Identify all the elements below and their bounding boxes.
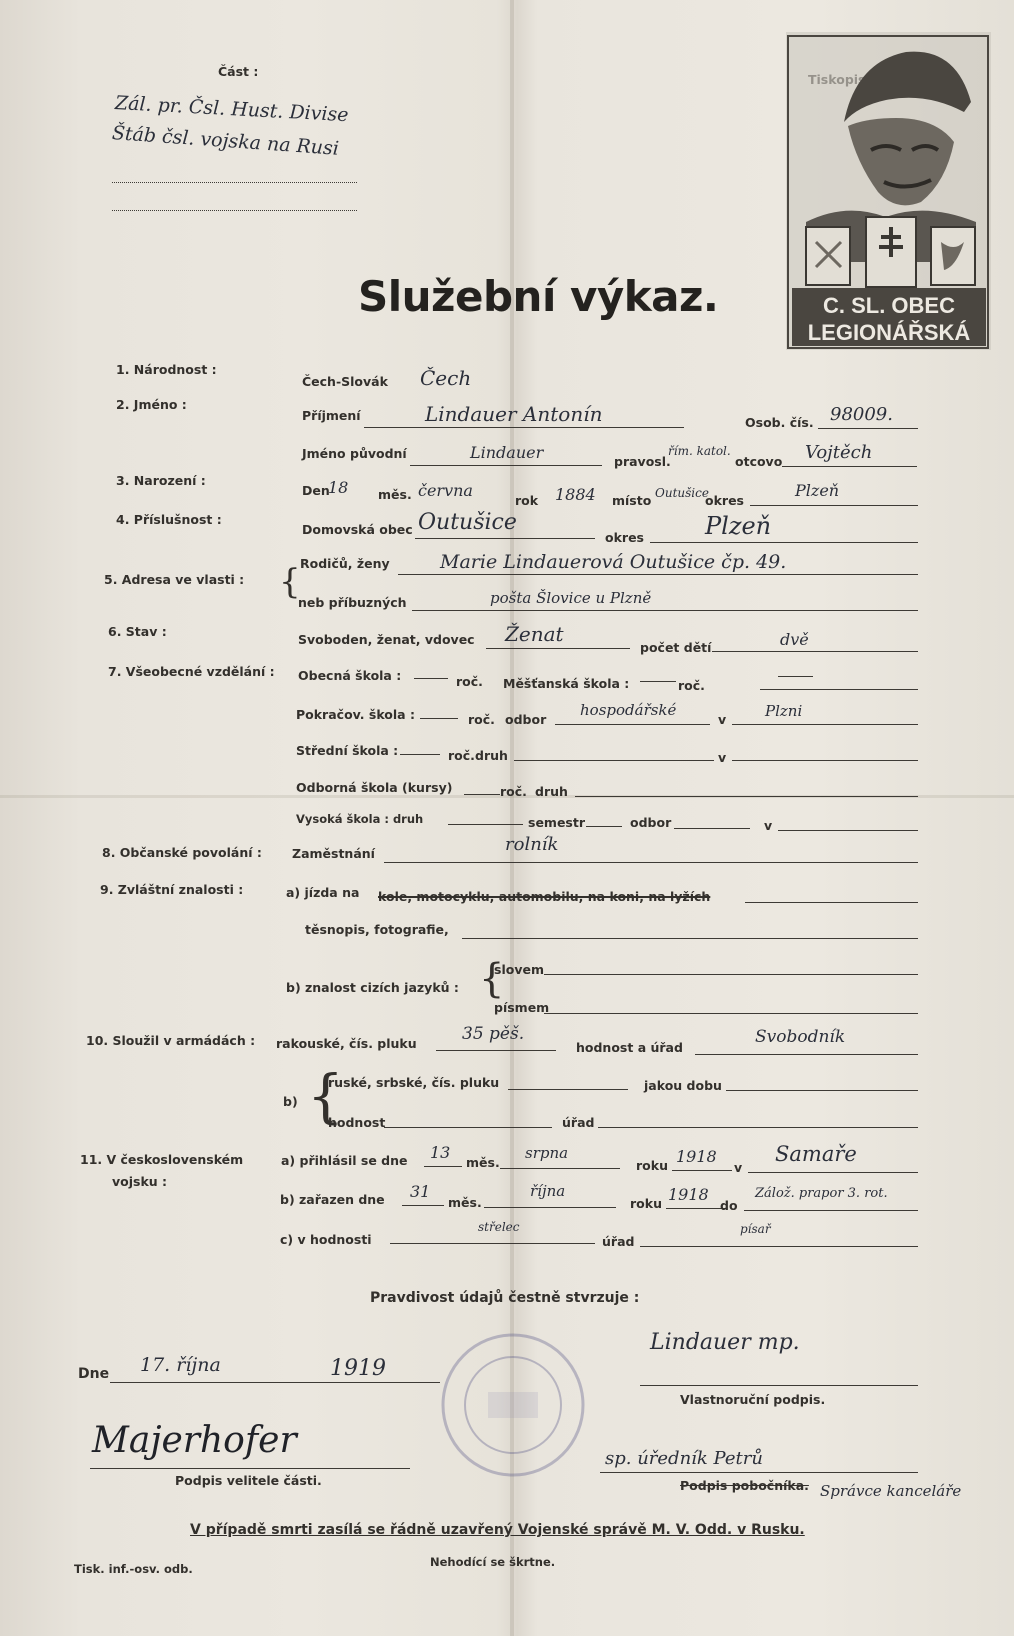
podpis-velitele-label: Podpis velitele části.: [175, 1473, 322, 1488]
znalost-jazyku-label: b) znalost cizích jazyků :: [286, 980, 459, 995]
slovem-line: [544, 974, 918, 975]
section-11-label: 11. V československém: [80, 1152, 244, 1167]
jmeno-puvodni-label: Jméno původní: [302, 446, 407, 461]
roc-label-4: roč.: [448, 748, 475, 763]
pocet-deti-value: dvě: [780, 630, 809, 649]
hodnost-urad-value: Svobodník: [755, 1027, 846, 1047]
v-label-3: v: [764, 818, 773, 833]
pokracov-skola-label: Pokračov. škola :: [296, 707, 415, 722]
stav-options-label: Svoboden, ženat, vdovec: [298, 632, 475, 647]
rodicu-label: Rodičů, ženy: [300, 556, 390, 571]
vzdelani-extra-line: [760, 689, 918, 690]
zarazen-do-line: [744, 1210, 918, 1211]
okres2-value: Plzeň: [705, 512, 772, 540]
pokracov-v-line: [732, 724, 918, 725]
den-label: Den: [302, 483, 330, 498]
zarazen-label: b) zařazen dne: [280, 1192, 385, 1207]
b-label: b): [283, 1094, 298, 1109]
domovska-obec-label: Domovská obec: [302, 522, 413, 537]
cislo-pluku-value: 35 pěš.: [462, 1024, 525, 1044]
jizda-line: [745, 902, 918, 903]
hodnost-urad-line: [695, 1054, 918, 1055]
mes-label: měs.: [378, 487, 412, 502]
section-4-label: 4. Příslušnost :: [116, 512, 222, 527]
prihlasil-dne-value: 13: [430, 1143, 451, 1162]
stredni-druh-line: [514, 760, 714, 761]
cast-line-2: Štáb čsl. vojska na Rusi: [111, 122, 340, 160]
podpis-velitele-line: [90, 1468, 410, 1469]
jakou-dobu-line: [726, 1090, 918, 1091]
tesnopis-label: těsnopis, fotografie,: [305, 922, 449, 937]
section-8-label: 8. Občanské povolání :: [102, 845, 262, 860]
v-label-2: v: [718, 750, 727, 765]
hodnost-line: [384, 1127, 552, 1128]
jakou-dobu-label: jakou dobu: [644, 1078, 722, 1093]
prihlasil-v-line: [748, 1172, 918, 1173]
adresa-brace: {: [279, 562, 301, 602]
odborna-skola-label: Odborná škola (kursy): [296, 780, 453, 795]
jmeno-puvodni-value: Lindauer: [470, 443, 544, 462]
ruske-pluk-line: [508, 1089, 628, 1090]
osob-cis-label: Osob. čís.: [745, 415, 814, 430]
rodicu-value: Marie Lindauerová Outušice čp. 49.: [440, 551, 787, 573]
v-label-1: v: [718, 712, 727, 727]
okres-line: [750, 505, 918, 506]
mesic-value: června: [418, 481, 473, 500]
den-value: 18: [328, 478, 349, 497]
hodnost-a-urad-label: hodnost a úřad: [576, 1040, 683, 1055]
roku-label-1: roku: [636, 1158, 668, 1173]
odborna-druh-line: [575, 796, 918, 797]
vlastnorucni-podpis-label: Vlastnoruční podpis.: [680, 1392, 826, 1407]
tisk-note: Tisk. inf.-osv. odb.: [74, 1562, 193, 1576]
pobocnik-line: [600, 1472, 918, 1473]
prihlasil-dne-line: [424, 1166, 462, 1167]
round-stamp: [438, 1330, 588, 1480]
armady-b-brace: {: [307, 1062, 344, 1130]
mestanska-skola-label: Měšťanská škola :: [503, 676, 630, 691]
vlastni-podpis-line: [640, 1385, 918, 1386]
otcovo-value: Vojtěch: [805, 442, 873, 463]
rodicu-line: [398, 574, 918, 575]
section-1-label: 1. Národnost :: [116, 362, 217, 377]
section-7-label: 7. Všeobecné vzdělání :: [108, 664, 275, 679]
urad-line: [598, 1127, 918, 1128]
vysoka-odbor-line: [674, 828, 750, 829]
okres2-line: [650, 542, 918, 543]
jizda-options-struck: kole, motocyklu, automobilu, na koni, na lyžích: [378, 889, 711, 904]
section-2-label: 2. Jméno :: [116, 397, 187, 412]
pribuznych-line: [412, 610, 918, 611]
section-5-label: 5. Adresa ve vlasti :: [104, 572, 245, 587]
urad2-label: úřad: [602, 1234, 635, 1249]
zamestnani-line: [384, 862, 918, 863]
emblem-line-1: C. SL. OBEC: [822, 293, 956, 318]
jizda-na-label: a) jízda na: [286, 885, 360, 900]
urad-label: úřad: [562, 1115, 595, 1130]
podpis-pobocnika-label: Podpis pobočníka.: [680, 1478, 809, 1493]
zarazen-dne-value: 31: [410, 1182, 431, 1201]
mestanska-skola-line: [640, 681, 676, 682]
okres-value: Plzeň: [795, 481, 840, 500]
pokracov-odbor-line: [555, 724, 710, 725]
v-hodnosti-label: c) v hodnosti: [280, 1232, 372, 1247]
zarazen-dne-line: [402, 1205, 444, 1206]
obecna-skola-label: Obecná škola :: [298, 668, 402, 683]
podpis-velitele-value: Majerhofer: [92, 1420, 297, 1461]
jazyky-brace: {: [479, 956, 505, 1002]
dne-datum-value: 17. října: [140, 1354, 221, 1376]
podpis-vlastni-value: Lindauer mp.: [650, 1330, 800, 1355]
okres-label: okres: [705, 493, 744, 508]
obecna-skola-line: [414, 678, 448, 679]
semestr-line: [586, 826, 622, 827]
prihlasil-mes-line: [500, 1168, 620, 1169]
semestr-label: semestr: [528, 815, 586, 830]
pribuznych-value: pošta Šlovice u Plzně: [490, 589, 652, 607]
v-label-4: v: [734, 1160, 743, 1175]
stredni-skola-line: [400, 754, 440, 755]
section-6-label: 6. Stav :: [108, 624, 167, 639]
zarazen-do-value: Zálož. prapor 3. rot.: [755, 1186, 888, 1201]
druh-label-2: druh: [535, 784, 568, 799]
do-label: do: [720, 1198, 738, 1213]
urad-c-value: písař: [740, 1222, 771, 1236]
roc-label-2: roč.: [678, 678, 705, 693]
rakouske-label: rakouské, čís. pluku: [276, 1036, 417, 1051]
dne-rok-value: 1919: [330, 1356, 386, 1381]
odbor2-label: odbor: [630, 815, 672, 830]
zamestnani-label: Zaměstnání: [292, 846, 375, 861]
stav-line: [486, 648, 630, 649]
cast-line-1: Zál. pr. Čsl. Hust. Divise: [114, 92, 350, 127]
slovem-label: slovem: [494, 962, 544, 977]
domovska-obec-value: Outušice: [418, 510, 517, 535]
dne-line: [110, 1382, 440, 1383]
osob-cis-value: 98009.: [830, 404, 893, 425]
odbor-label: odbor: [505, 712, 547, 727]
nabozenstvi-value: řím. katol.: [668, 444, 731, 458]
narodnost-value: Čech: [420, 366, 472, 390]
cast-label: Část :: [218, 64, 259, 79]
v-hodnosti-line: [390, 1243, 595, 1244]
pocet-deti-label: počet dětí: [640, 640, 712, 655]
prihlasil-mes-value: srpna: [525, 1144, 569, 1162]
pocet-deti-line: [712, 651, 918, 652]
spravce-value: Správce kanceláře: [820, 1482, 962, 1500]
misto-label: místo: [612, 493, 652, 508]
otcovo-line: [782, 466, 917, 467]
urad-c-line: [640, 1246, 918, 1247]
pribuznych-label: neb příbuzných: [298, 595, 407, 610]
roc-label-5: roč.: [500, 784, 527, 799]
rakouske-pluk-line: [436, 1050, 556, 1051]
vysoka-v-line: [778, 830, 918, 831]
prihlasil-label: a) přihlásil se dne: [281, 1153, 408, 1168]
zarazen-mes-line: [484, 1207, 616, 1208]
cech-slovak-label: Čech-Slovák: [302, 374, 388, 389]
section-10-label: 10. Sloužil v armádách :: [86, 1033, 256, 1048]
pokracov-skola-line: [420, 718, 458, 719]
zarazen-roku-value: 1918: [668, 1185, 709, 1204]
jmeno-puvodni-line: [410, 465, 602, 466]
stav-value: Ženat: [505, 622, 564, 646]
emblem-line-2: LEGIONÁŘSKÁ: [807, 320, 971, 345]
pokracov-v-value: Plzni: [765, 702, 803, 720]
druh-label-1: druh: [475, 748, 508, 763]
vysoka-skola-label: Vysoká škola : druh: [296, 812, 424, 826]
misto-value: Outušice: [655, 486, 709, 500]
section-3-label: 3. Narození :: [116, 473, 206, 488]
v-pripade-smrti-note: V případě smrti zasílá se řádně uzavřený Vojenské správě M. V. Odd. v Rusku.: [190, 1522, 805, 1538]
pravdivost-label: Pravdivost údajů čestně stvrzuje :: [370, 1290, 640, 1306]
cast-blank-line: [112, 182, 357, 183]
prijmeni-line: [364, 427, 684, 428]
okres2-label: okres: [605, 530, 644, 545]
pravosl-label: pravosl.: [614, 454, 671, 469]
section-11-label-cont: vojsku :: [112, 1174, 168, 1189]
legion-emblem: [786, 22, 994, 352]
roc-label-1: roč.: [456, 674, 483, 689]
v-hodnosti-value: střelec: [478, 1220, 520, 1234]
hodnost-label: hodnost: [328, 1115, 386, 1130]
nehodici-note: Nehodící se škrtne.: [430, 1555, 556, 1569]
prihlasil-roku-value: 1918: [676, 1147, 717, 1166]
odborna-skola-line: [464, 794, 500, 795]
stredni-skola-label: Střední škola :: [296, 743, 399, 758]
zarazen-mes-value: října: [530, 1182, 566, 1200]
mes-label-3: měs.: [448, 1195, 482, 1210]
domovska-obec-line: [415, 538, 595, 539]
mes-label-2: měs.: [466, 1155, 500, 1170]
dne-label: Dne: [78, 1366, 110, 1382]
vysoka-druh-line: [448, 824, 523, 825]
otcovo-label: otcovo: [735, 454, 783, 469]
prijmeni-value: Lindauer Antonín: [425, 402, 603, 426]
osob-cis-line: [818, 428, 918, 429]
rok-value: 1884: [555, 485, 596, 504]
pismem-label: písmem: [494, 1000, 550, 1015]
roku-label-2: roku: [630, 1196, 662, 1211]
pokracov-odbor-value: hospodářské: [580, 701, 677, 719]
mestanska-dash: [778, 676, 813, 677]
rok-label: rok: [515, 493, 539, 508]
prihlasil-roku-line: [672, 1170, 732, 1171]
cast-blank-line: [112, 210, 357, 211]
document-title: Služební výkaz.: [358, 272, 719, 321]
ruske-srbske-label: ruské, srbské, čís. pluku: [328, 1075, 500, 1090]
pobocnik-value: sp. úředník Petrů: [605, 1448, 763, 1469]
stredni-v-line: [732, 760, 918, 761]
zamestnani-value: rolník: [505, 834, 559, 855]
prijmeni-label: Příjmení: [302, 408, 361, 423]
section-9-label: 9. Zvláštní znalosti :: [100, 882, 244, 897]
zarazen-roku-line: [666, 1208, 726, 1209]
pismem-line: [544, 1013, 918, 1014]
roc-label-3: roč.: [468, 712, 495, 727]
tesnopis-line: [462, 938, 918, 939]
prihlasil-v-value: Samaře: [775, 1142, 857, 1166]
